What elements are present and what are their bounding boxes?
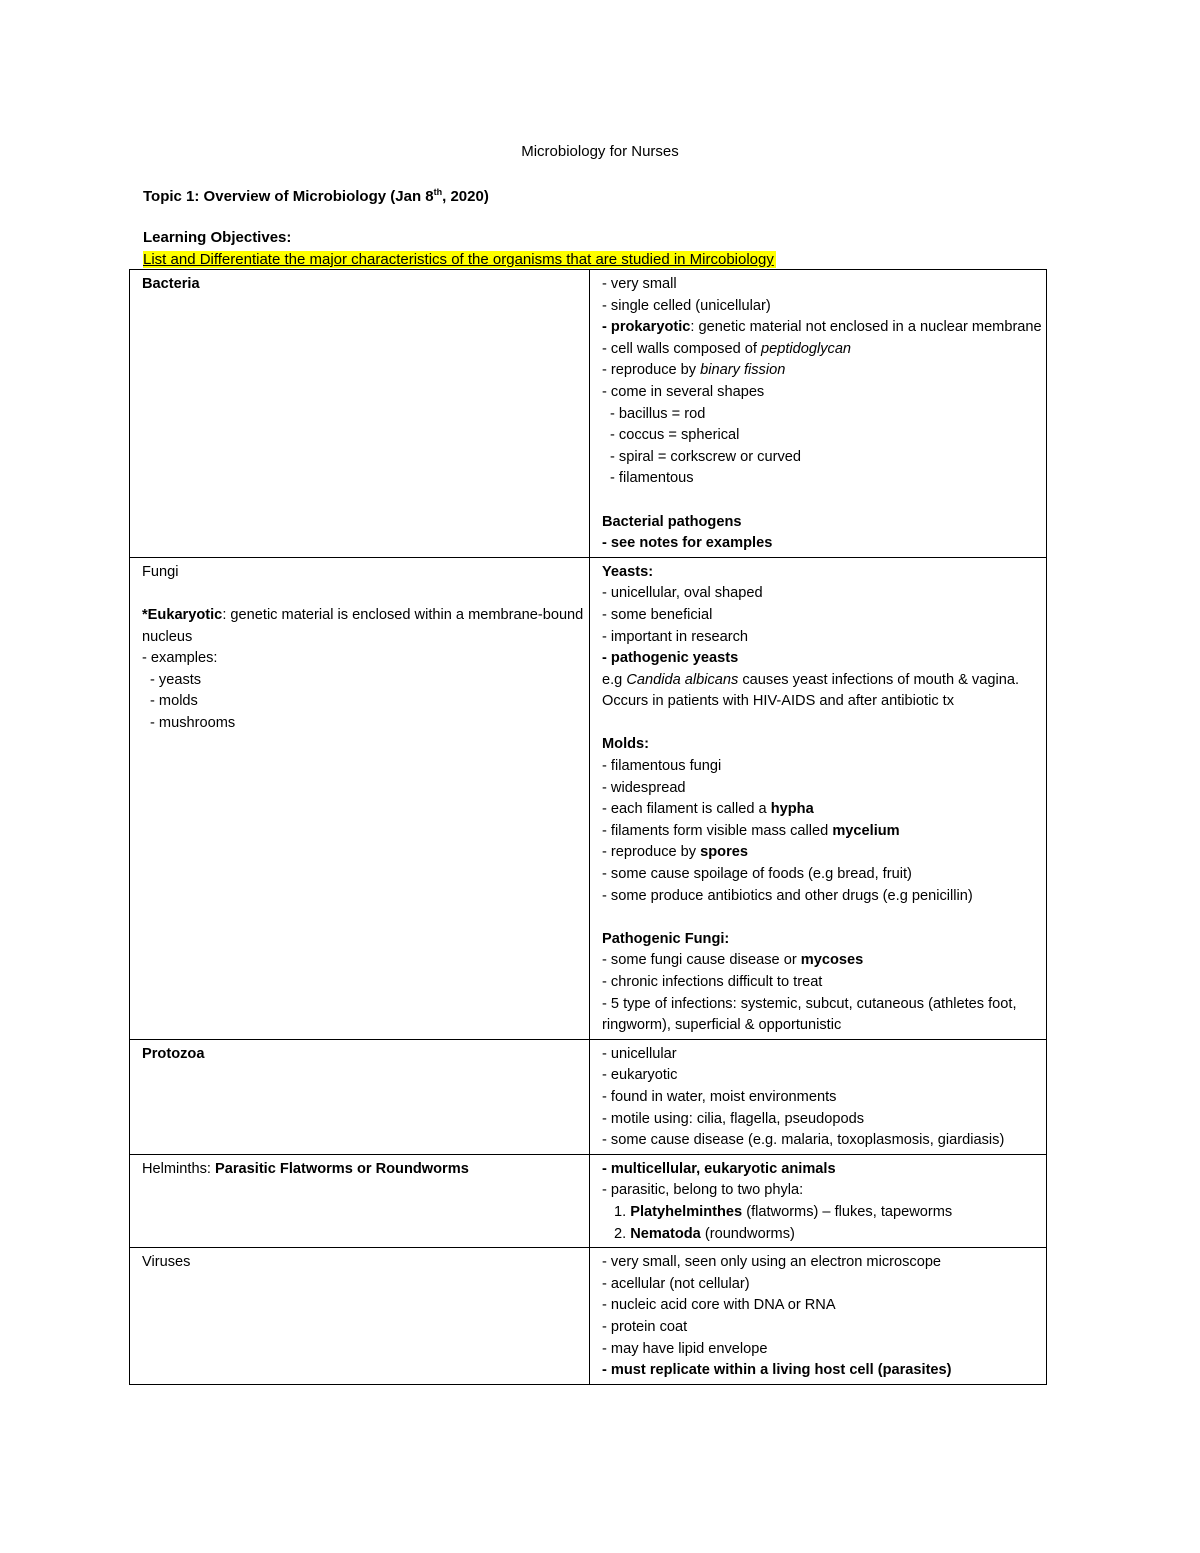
table-row-helminths: [130, 1154, 1047, 1247]
table-row-protozoa: [130, 1039, 1047, 1154]
organism-name: Fungi *Eukaryotic: genetic material is enclosed within a membrane-bound nucleus - examples: - yeasts - molds - mushrooms: [130, 557, 590, 1039]
organisms-table: [129, 269, 1047, 1385]
organism-characteristics: - multicellular, eukaryotic animals - parasitic, belong to two phyla: 1. Platyhelminthes (flatworms) – flukes, tapeworms 2. Nematoda (roundworms): [590, 1154, 1047, 1247]
topic-heading: Topic 1: Overview of Microbiology (Jan 8th, 2020): [143, 187, 489, 205]
organism-name: Protozoa: [130, 1039, 590, 1154]
organism-name: Bacteria: [130, 270, 590, 558]
table-row-bacteria: [130, 270, 1047, 558]
organism-name: Viruses: [130, 1248, 590, 1385]
table-row-viruses: [130, 1248, 1047, 1385]
learning-objectives-label: Learning Objectives:: [143, 229, 292, 246]
organism-characteristics: - very small - single celled (unicellular) - prokaryotic: genetic material not enclosed in a nuclear membrane - cell walls composed of peptidoglycan - reproduce by binary fission - come in several shapes - bacillus = rod - coccus = spherical - spiral = corkscrew or curved - filamentous Bacterial pathogens - see notes for examples: [590, 270, 1047, 558]
organism-name: Helminths: Parasitic Flatworms or Roundworms: [130, 1154, 590, 1247]
table-row-fungi: [130, 557, 1047, 1039]
learning-objective-highlight: List and Differentiate the major characteristics of the organisms that are studied in Mircobiology: [143, 251, 774, 268]
organism-characteristics: Yeasts: - unicellular, oval shaped - some beneficial - important in research - pathogenic yeasts e.g Candida albicans causes yeast infections of mouth & vagina. Occurs in patients with HIV-AIDS and after antibiotic tx Molds: - filamentous fungi - widespread - each filament is called a hypha - filaments form visible mass called mycelium - reproduce by spores - some cause spoilage of foods (e.g bread, fruit) - some produce antibiotics and other drugs (e.g penicillin) Pathogenic Fungi: - some fungi cause disease or mycoses - chronic infections difficult to treat - 5 type of infections: systemic, subcut, cutaneous (athletes foot, ringworm), superficial & opportunistic: [590, 557, 1047, 1039]
document-title: Microbiology for Nurses: [521, 143, 679, 160]
organism-characteristics: - very small, seen only using an electron microscope - acellular (not cellular) - nucleic acid core with DNA or RNA - protein coat - may have lipid envelope - must replicate within a living host cell (parasites): [590, 1248, 1047, 1385]
organism-characteristics: - unicellular - eukaryotic - found in water, moist environments - motile using: cilia, flagella, pseudopods - some cause disease (e.g. malaria, toxoplasmosis, giardiasis): [590, 1039, 1047, 1154]
